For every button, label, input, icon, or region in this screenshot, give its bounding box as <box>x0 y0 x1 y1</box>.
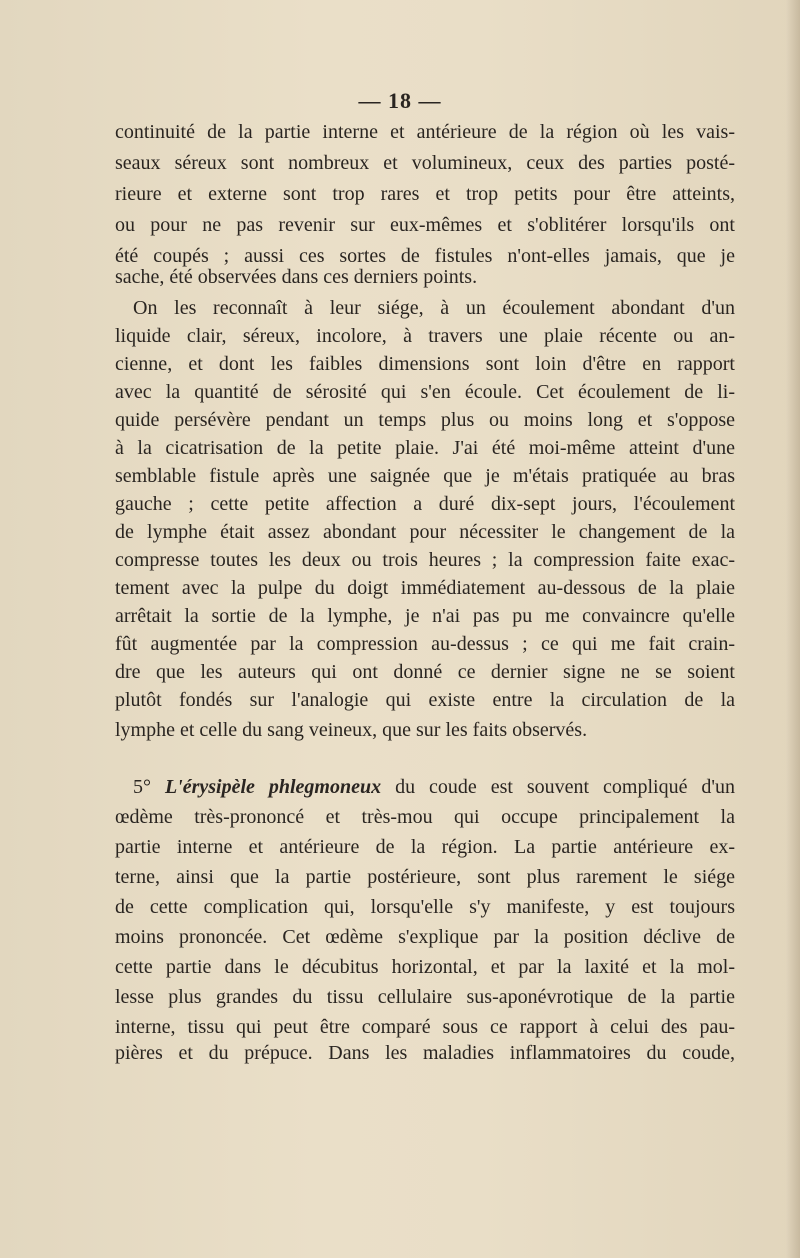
text-line: cette partie dans le décubitus horizontal, et par la laxité et la mol- <box>115 956 735 978</box>
text-line: terne, ainsi que la partie postérieure, sont plus rarement le siége <box>115 866 735 888</box>
text-line: seaux séreux sont nombreux et volumineux, ceux des parties posté- <box>115 152 735 174</box>
text-line: sache, été observées dans ces derniers points. <box>115 266 478 288</box>
text-line: rieure et externe sont trop rares et trop petits pour être atteints, <box>115 183 735 205</box>
text-line: cienne, et dont les faibles dimensions sont loin d'être en rapport <box>115 353 735 375</box>
section-number: 5° <box>133 776 151 798</box>
text-line: plutôt fondés sur l'analogie qui existe entre la circulation de la <box>115 689 735 711</box>
text-line: lymphe et celle du sang veineux, que sur les faits observés. <box>115 719 588 741</box>
text-line: à la cicatrisation de la petite plaie. J'ai été moi-même atteint d'une <box>115 437 735 459</box>
text-line: fût augmentée par la compression au-dessus ; ce qui me fait crain- <box>115 633 735 655</box>
italic-term: L'érysipèle phlegmoneux <box>164 776 382 798</box>
text-line: œdème très-prononcé et très-mou qui occupe principalement la <box>115 806 735 828</box>
text-line-first <box>133 772 735 803</box>
text-line: interne, tissu qui peut être comparé sous ce rapport à celui des pau- <box>115 1016 735 1038</box>
text-line: quide persévère pendant un temps plus ou moins long et s'oppose <box>115 409 735 431</box>
text-line: partie interne et antérieure de la région. La partie antérieure ex- <box>115 836 735 858</box>
text-line: tement avec la pulpe du doigt immédiatement au-dessous de la plaie <box>115 577 735 599</box>
text-line: été coupés ; aussi ces sortes de fistules n'ont-elles jamais, que je <box>115 245 735 267</box>
text-line: moins prononcée. Cet œdème s'explique par la position déclive de <box>115 926 735 948</box>
text-line: compresse toutes les deux ou trois heures ; la compression faite exac- <box>115 549 735 571</box>
text-line: semblable fistule après une saignée que je m'étais pratiquée au bras <box>115 465 735 487</box>
text-line: pières et du prépuce. Dans les maladies inflammatoires du coude, <box>115 1042 735 1064</box>
text-line: de lymphe était assez abondant pour nécessiter le changement de la <box>115 521 735 543</box>
text-line: de cette complication qui, lorsqu'elle s'y manifeste, y est toujours <box>115 896 735 918</box>
text-line: continuité de la partie interne et antérieure de la région où les vais- <box>115 121 735 143</box>
text-fragment: du coude est souvent compliqué d'un <box>395 776 735 798</box>
page-number: — 18 — <box>358 88 442 113</box>
text-line: lesse plus grandes du tissu cellulaire sus-aponévrotique de la partie <box>115 986 735 1008</box>
text-line: arrêtait la sortie de la lymphe, je n'ai pas pu me convaincre qu'elle <box>115 605 735 627</box>
text-line: dre que les auteurs qui ont donné ce dernier signe ne se soient <box>115 661 735 683</box>
text-line: gauche ; cette petite affection a duré dix-sept jours, l'écoulement <box>115 493 735 515</box>
page-edge-shadow <box>786 0 800 1258</box>
text-line: avec la quantité de sérosité qui s'en écoule. Cet écoulement de li- <box>115 381 735 403</box>
text-line: liquide clair, séreux, incolore, à travers une plaie récente ou an- <box>115 325 735 347</box>
text-line: ou pour ne pas revenir sur eux-mêmes et s'oblitérer lorsqu'ils ont <box>115 214 735 236</box>
text-line: On les reconnaît à leur siége, à un écoulement abondant d'un <box>133 297 735 319</box>
